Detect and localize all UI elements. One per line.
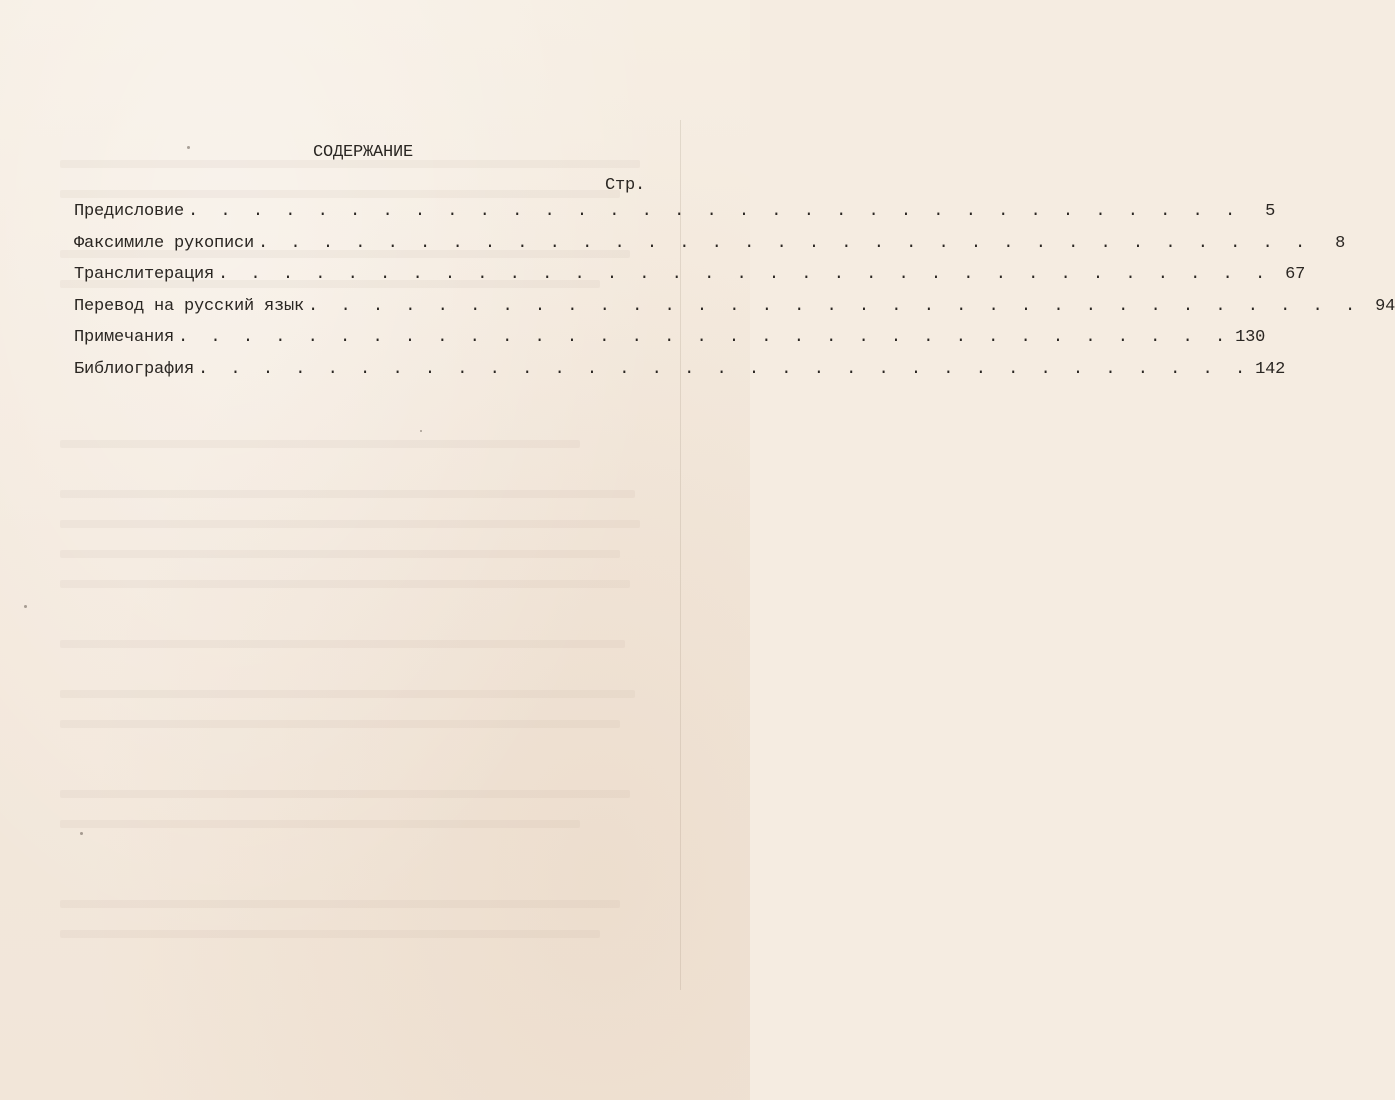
page-title: СОДЕРЖАНИЕ <box>313 143 414 162</box>
toc-entry-page: 94 <box>1375 296 1395 316</box>
toc-entry <box>74 328 1266 360</box>
toc-entry-title: Транслитерация <box>74 265 215 284</box>
toc-entry <box>74 233 1346 266</box>
toc-entry-page: 67 <box>1285 265 1306 284</box>
paper-speck <box>420 430 422 432</box>
bleed-through <box>60 790 630 798</box>
bleed-through <box>60 820 580 828</box>
toc-entry-title: Предисловие <box>74 202 185 221</box>
dot-leader: . . . . . . . . . . . . . . . . . . . . . . . . . . . . . . . . . <box>178 328 1232 347</box>
bleed-through <box>60 440 580 448</box>
dot-leader: . . . . . . . . . . . . . . . . . . . . . . . . . . . . . . . . . <box>188 202 1242 221</box>
bleed-through <box>60 930 600 938</box>
toc-entry-title: Перевод на русский язык <box>74 296 305 316</box>
paper-speck <box>24 605 27 608</box>
toc-entry-title: Факсимиле рукописи <box>74 233 255 253</box>
bleed-through <box>60 190 620 198</box>
toc-entry-page: 5 <box>1265 202 1276 221</box>
toc-entry-page: 142 <box>1255 359 1286 379</box>
toc-entry <box>74 265 1306 297</box>
bleed-through <box>60 900 620 908</box>
dot-leader: . . . . . . . . . . . . . . . . . . . . . . . . . . . . . . . . . <box>218 265 1272 284</box>
bleed-through <box>60 490 635 498</box>
bleed-through <box>60 640 625 648</box>
paper-speck <box>80 832 83 835</box>
bleed-through <box>60 520 640 528</box>
dot-leader: . . . . . . . . . . . . . . . . . . . . . . . . . . . . . . . . . <box>308 296 1362 316</box>
toc-entry <box>74 202 1276 234</box>
toc-entry-page: 130 <box>1235 328 1266 347</box>
bleed-through <box>60 690 635 698</box>
dot-leader: . . . . . . . . . . . . . . . . . . . . . . . . . . . . . . . . . <box>198 359 1252 379</box>
paper-speck <box>187 146 190 149</box>
page-column-label: Стр. <box>605 176 646 195</box>
toc-entry <box>74 296 1395 329</box>
toc-entry-title: Библиография <box>74 359 195 379</box>
table-of-contents <box>74 202 1395 391</box>
bleed-through <box>60 720 620 728</box>
toc-entry-page: 8 <box>1335 233 1346 253</box>
bleed-through <box>60 550 620 558</box>
dot-leader: . . . . . . . . . . . . . . . . . . . . . . . . . . . . . . . . . <box>258 233 1312 253</box>
bleed-through <box>60 580 630 588</box>
toc-entry <box>74 359 1286 392</box>
toc-entry-title: Примечания <box>74 328 175 347</box>
